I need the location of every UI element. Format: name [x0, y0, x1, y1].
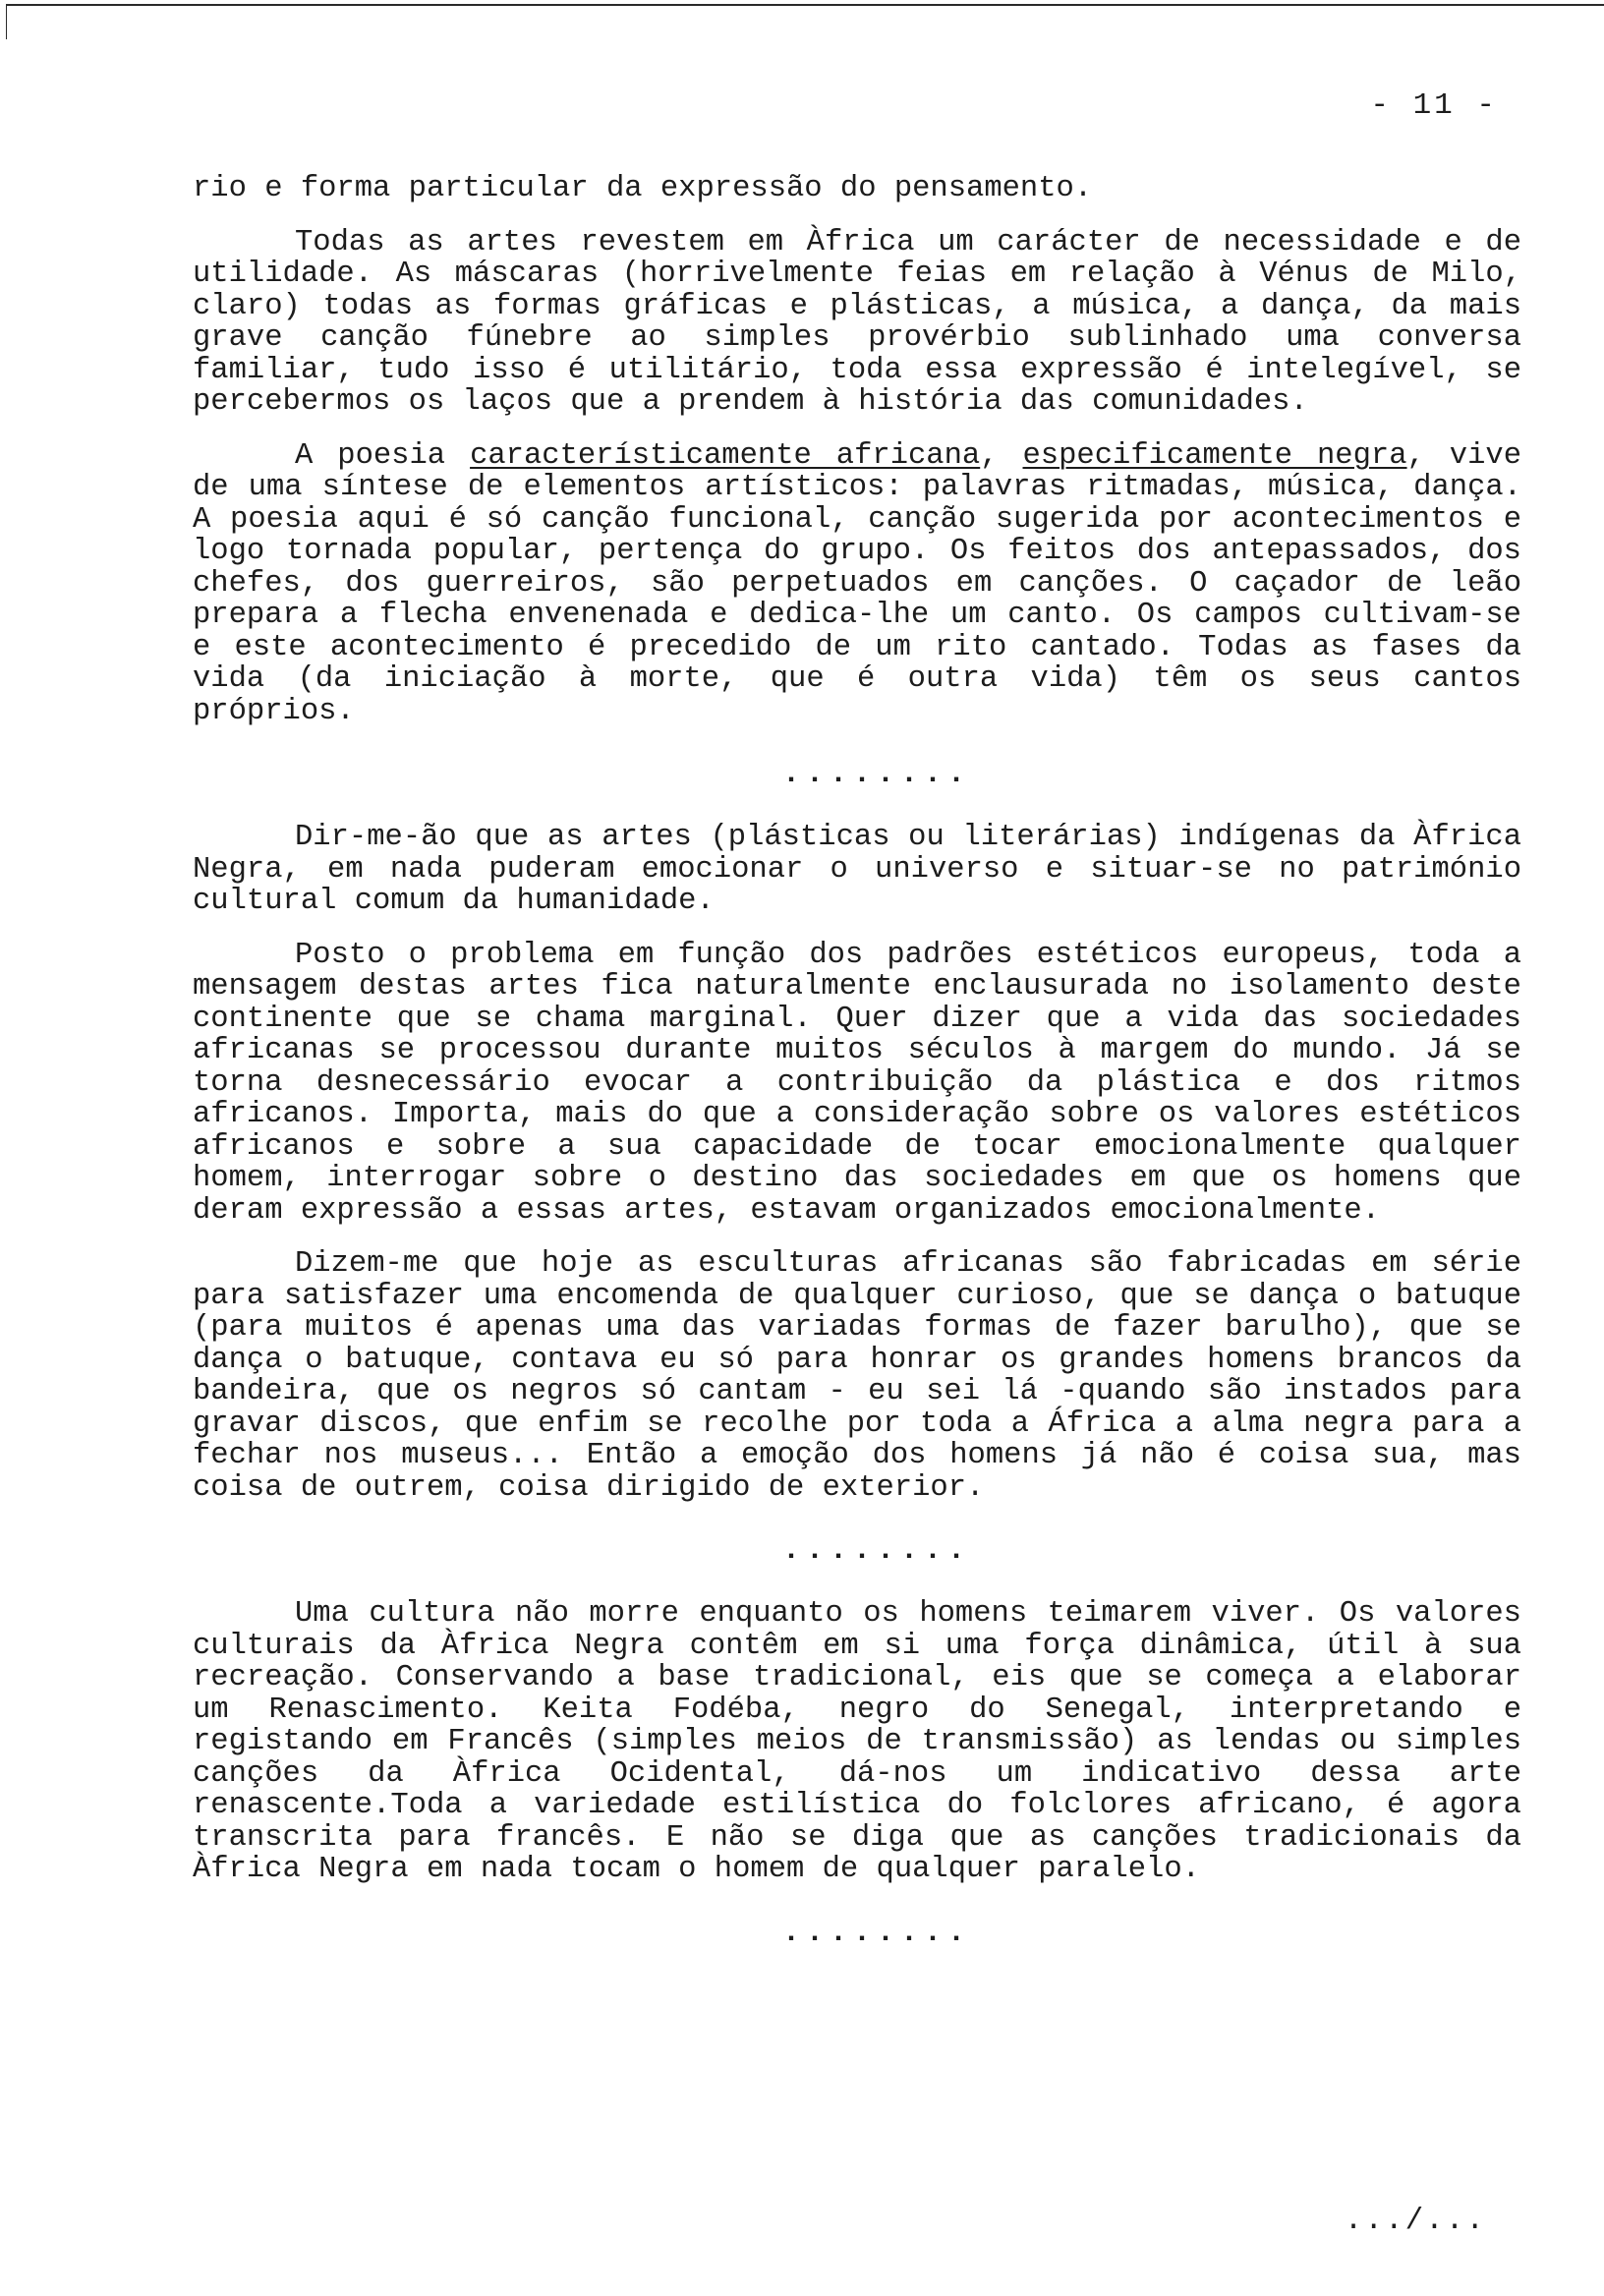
section-separator-2: ........ [781, 1534, 972, 1568]
left-border-line [6, 4, 7, 39]
paragraph-2: Todas as artes revestem em Àfrica um carácter de necessidade e de utilidade. As máscaras (horrivelmente feias em relação à Vénus de Milo, claro) todas as formas gráficas e plásticas, a música, a dança, da mais grave canção fúnebre ao simples provérbio sublinhado uma conversa familiar, tudo isso é utilitário, toda essa expressão é intelegível, se percebermos os laços que a prendem à história das comunidades. [193, 225, 1521, 419]
section-separator-1: ........ [781, 758, 972, 791]
top-border-line [6, 4, 1604, 6]
paragraph-6: Dizem-me que hoje as esculturas africanas são fabricadas em série para satisfazer uma encomenda de qualquer curioso, que se dança o batuque (para muitos é apenas uma das variadas formas de fazer barulho), que se dança o batuque, contava eu só para honrar os grandes homens brancos da bandeira, que os negros só cantam - eu sei lá -quando são instados para gravar discos, que enfim se recolhe por toda a África a alma negra para a fechar nos museus... Então a emoção dos homens já não é coisa sua, mas coisa de outrem, coisa dirigido de exterior. [193, 1247, 1521, 1505]
paragraph-3-mid: , [980, 438, 1023, 473]
paragraph-3-pre: A poesia [295, 438, 471, 473]
paragraph-3-post: , vive de uma síntese de elementos artísticos: palavras ritmadas, música, dança. A poesia aqui é só canção funcional, canção sugerida por acontecimentos e logo tornada popular, pertença do grupo. Os feitos dos antepassados, dos chefes, dos guerreiros, são perpetuados em canções. O caçador de leão prepara a flecha envenenada e dedica-lhe um canto. Os campos cultivam-se e este acontecimento é precedido de um rito cantado. Todas as fases da vida (da iniciação à morte, que é outra vida) têm os seus cantos próprios. [193, 438, 1522, 728]
underlined-phrase-2: especificamente negra [1022, 438, 1407, 473]
paragraph-7: Uma cultura não morre enquanto os homens teimarem viver. Os valores culturais da Àfrica Negra contêm em si uma força dinâmica, útil à sua recreação. Conservando a base tradicional, eis que se começa a elaborar um Renascimento. Keita Fodéba, negro do Senegal, interpretando e registando em Francês (simples meios de transmissão) as lendas ou simples canções da Àfrica Ocidental, dá-nos um indicativo dessa arte renascente.Toda a variedade estilística do folclores africano, é agora transcrita para francês. E não se diga que as canções tradicionais da Àfrica Negra em nada tocam o homem de qualquer paralelo. [193, 1597, 1521, 1886]
continuation-marker: .../... [1344, 2204, 1486, 2238]
paragraph-5: Posto o problema em função dos padrões estéticos europeus, toda a mensagem destas artes fica naturalmente enclausurada no isolamento deste continente que se chama marginal. Quer dizer que a vida das sociedades africanas se processou durante muitos séculos à margem do mundo. Já se torna desnecessário evocar a contribuição da plástica e dos ritmos africanos. Importa, mais do que a consideração sobre os valores estéticos africanos e sobre a sua capacidade de tocar emocionalmente qualquer homem, interrogar sobre o destino das sociedades em que os homens que deram expressão a essas artes, estavam organizados emocionalmente. [193, 938, 1521, 1228]
section-separator-3: ........ [781, 1916, 972, 1950]
underlined-phrase-1: característicamente africana [470, 438, 981, 473]
paragraph-3 [193, 440, 1521, 728]
page-number: - 11 - [1370, 88, 1498, 123]
paragraph-4: Dir-me-ão que as artes (plásticas ou literárias) indígenas da Àfrica Negra, em nada puderam emocionar o universo e situar-se no património cultural comum da humanidade. [193, 821, 1521, 918]
document-body [193, 173, 1521, 1980]
paragraph-1: rio e forma particular da expressão do pensamento. [193, 172, 1093, 205]
